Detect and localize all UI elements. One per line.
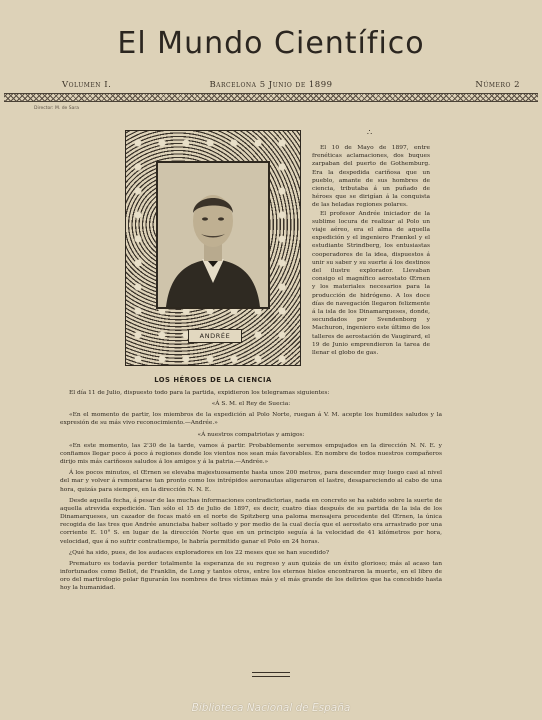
library-watermark: Biblioteca Nacional de España [191,702,351,714]
telegram-text: «En este momento, las 2'30 de la tarde, vamos á partir. Probablemente seremos empujados en la dirección N. N. E. y confiamos llegar poco á poco á regiones donde los vientos nos sean más favorables. En nombre de todos nuestros compañeros dirijo mis más cariñosos saludos á los amigos y á la patria.—Andrée.» [60,442,442,466]
paragraph: El día 11 de Julio, dispuesto todo para la partida, expidieron los telegramas siguientes: [69,390,330,396]
paragraph: ¿Qué ha sido, pues, de los audaces exploradores en los 22 meses que se han sucedido? [69,549,330,556]
asterism-ornament: ∴ [367,128,373,137]
portrait-frame [125,130,301,366]
issue-date: Barcelona 5 Junio de 1899 [209,80,333,90]
telegram-heading: «Á S. M. el Rey de Suecia: [211,401,291,408]
portrait-engraving [158,163,268,307]
paragraph: Prematuro es todavía perder totalmente la esperanza de su regreso y aun quizás de un éxito glorioso; más al acaso tan infortunados como Bellot, de Franklin, de Long y tantos otros, entre los eternos hielos encontraron la muerte, en el libro de oro del martirologio polar figurarán los nombres de tres víctimas más y el más grande de los delirios que ha concebido hasta hoy la humanidad. [60,560,442,592]
paragraph: El profesor Andrée iniciador de la sublime locura de realizar al Polo un viaje aéreo, era el alma de aquella expedición y el ingeniero Frænkel y el estudiante Strindberg, los entusiastas cooperadores de la idea, dispuestos á unir su saber y su suerte á los destinos del ilustre explorador. Llevaban consigo el magnífico aerostato Œrnen y los materiales necesarios para la producción de hidrógeno. A los doce días de navegación llegaron felizmente á la isla de los Dinamarqueses, donde, secundados por Svendenborg y Machuron, ingeniero este último de los talleres de aerostación de Vaugirard, el 19 de Junio emprendieron la tarea de llenar el globo de gas. [312,210,430,357]
director-credit: Director: M. de Sara [34,106,79,111]
volume-label: Volumen I. [62,80,112,90]
paragraph: Á los pocos minutos, el Œrnen se elevaba majestuosamente hasta unos 200 metros, para descender muy luego casi al nivel del mar y volver á remontarse tan pronto como los intrépidos aeronautas aligeraron el lastre, desapareciendo al cabo de una hora, quizás para siempre, en la dirección N. N. E. [60,470,442,493]
issue-number: Número 2 [475,80,520,90]
article-body [60,389,442,595]
end-rule [252,672,290,677]
telegram-text: «En el momento de partir, los miembros de la expedición al Polo Norte, ruegan á V. M. acepte los humildes saludos y la expresión de su más vivo reconocimiento.—Andrée.» [60,412,442,427]
paragraph: El 10 de Mayo de 1897, entre frenéticas aclamaciones, dos buques zarpaban del puerto de Gothemburg. Era la despedida cariñosa que un pueblo, amante de sus hombres de ciencia, tributaba á un puñado de héroes que se dirigían á la conquista de las heladas regiones polares. [312,145,430,209]
masthead-title: El Mundo Científico [117,26,425,61]
telegram-heading: «Á nuestros compatriotas y amigos: [197,431,305,438]
portrait-image [156,161,270,309]
figure-caption: LOS HÉROES DE LA CIENCIA [154,376,272,384]
ornamental-border [4,93,538,102]
paragraph: Desde aquella fecha, á pesar de las muchas informaciones contradictorias, nada en concreto se ha sabido sobre la suerte de aquella atrevida expedición. Tan sólo el 15 de Julio de 1897, es decir, cuatro días después de su partida de la isla de los Dinamarqueses, un cazador de focas mató en el norte de Spitzberg una paloma mensajera procedente del Œrnen, la única recogida de las tres que Andrée anunciaba haber soltado y por medio de la cual decía que el aerostato era arrastrado por una corriente E. 10° S. en lugar de la dirección Norte que en un principio seguía á la velocidad de 41 kilómetros por hora, velocidad, que á no sufrir contratiempo, le habría permitido ganar el Polo en 24 horas. [60,497,442,545]
right-column-text [312,144,430,357]
portrait-name-plate: ANDRÉE [188,329,242,343]
